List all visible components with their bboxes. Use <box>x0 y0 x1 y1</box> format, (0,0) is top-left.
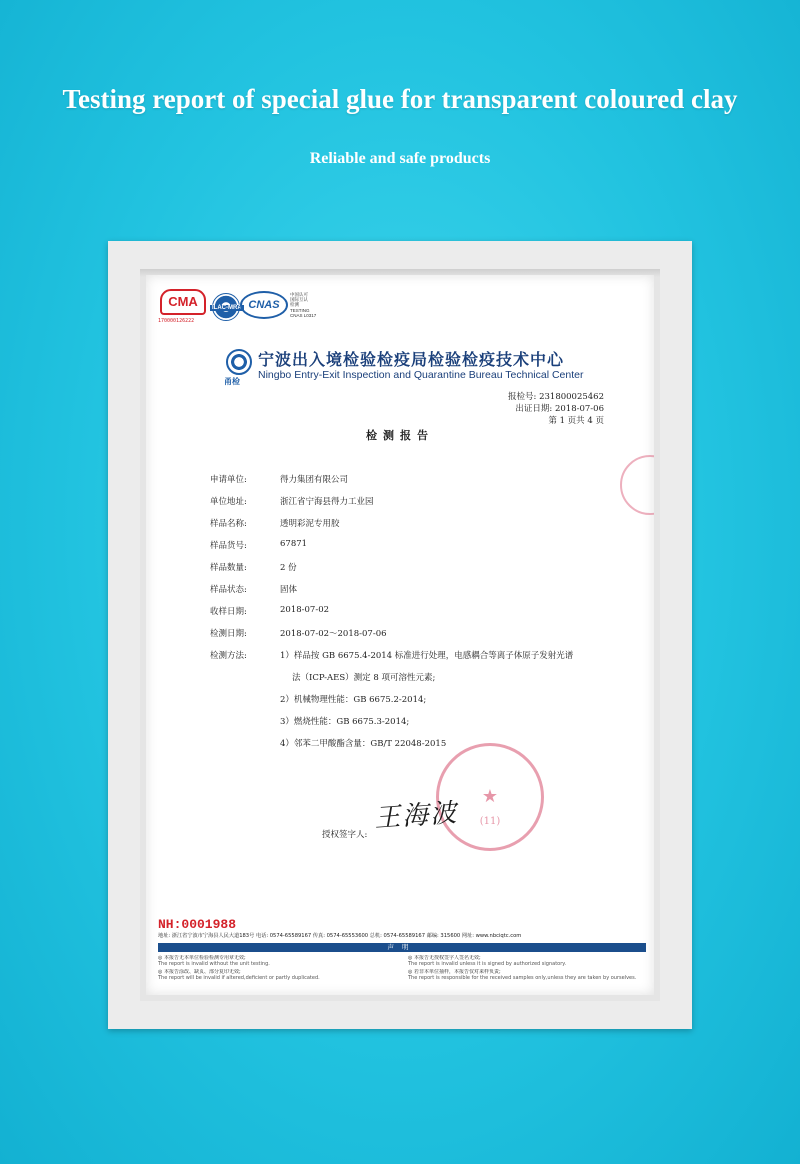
test-report-document <box>146 275 654 995</box>
method-item: 4）邻苯二甲酸酯含量：GB/T 22048-2015 <box>280 739 447 749</box>
field-row: 申请单位: 得力集团有限公司 <box>210 475 349 485</box>
field-row: 样品数量: 2 份 <box>210 563 297 573</box>
field-row: 样品状态: 固体 <box>210 585 298 595</box>
method-item: 1）样品按 GB 6675.4-2014 标准进行处理，电感耦合等离子体原子发射光谱 <box>280 651 574 661</box>
side-seal-icon <box>620 455 654 515</box>
issue-date: 出证日期: 2018-07-06 <box>515 404 604 414</box>
cma-number: 170000126222 <box>158 318 195 324</box>
method-item: 3）燃烧性能：GB 6675.3-2014; <box>280 717 410 727</box>
nh-number: NH:0001988 <box>158 917 237 932</box>
statement-header: 声明 <box>158 943 646 952</box>
handwritten-signature: 王海波 <box>373 798 460 834</box>
footer-address: 地址: 浙江省宁波市宁海县人民大道183号 电话: 0574-65589167 传真: 0574-65553600 总机: 0574-65589167 邮编: 315600 网址: www.nbciqtc.com <box>158 933 522 939</box>
field-row: 样品名称: 透明彩泥专用胶 <box>210 519 340 529</box>
report-number: 报检号: 231800025462 <box>508 392 604 402</box>
cnas-side-text: 中国认可 国际互认 检测 TESTING CNAS L0317 <box>290 292 317 318</box>
banner-title: Testing report of special glue for transparent coloured clay <box>62 84 738 114</box>
method-item: 法（ICP-AES）测定 8 项可溶性元素; <box>292 673 436 683</box>
document-title: 检测报告 <box>366 429 434 442</box>
banner-subtitle: Reliable and safe products <box>309 150 491 167</box>
cnas-logo-icon: CNAS <box>240 291 288 319</box>
statement-note: ◎ 本报告无本单位检验检测专用章无效; The report is invalid without the unit testing. <box>158 955 270 967</box>
picture-frame <box>108 241 692 1029</box>
statement-note: ◎ 本报告涂改、缺页、部分复印无效; The report will be invalid if altered,deficient or partly duplicated. <box>158 969 320 981</box>
statement-note: ◎ 若非本单位抽样，本报告仅对来样负责; The report is responsible for the received samples only,unless they are taken by ourselves. <box>408 969 637 981</box>
org-name-en: Ningbo Entry-Exit Inspection and Quarantine Bureau Technical Center <box>258 369 584 381</box>
signatory-label: 授权签字人: <box>322 830 368 840</box>
official-seal-icon: ★ (11) <box>436 743 544 851</box>
frame-mat <box>140 269 660 1001</box>
statement-note: ◎ 本报告无授权签字人签名无效; The report is invalid unless it is signed by authorized signatory. <box>408 955 567 967</box>
method-item: 2）机械物理性能：GB 6675.2-2014; <box>280 695 427 705</box>
report-meta <box>508 391 604 427</box>
ilac-label: ILAC-MRA <box>212 305 242 311</box>
org-name-cn: 宁波出入境检验检疫局检验检疫技术中心 <box>258 350 565 369</box>
field-row: 样品货号: 67871 <box>210 539 308 551</box>
field-row: 收样日期: 2018-07-02 <box>210 605 330 617</box>
field-row: 单位地址: 浙江省宁海县得力工业园 <box>210 497 374 507</box>
org-emblem-label: 甬检 <box>224 376 240 386</box>
report-fields: 申请单位: 得力集团有限公司 单位地址: 浙江省宁海县得力工业园 样品名称: 透明彩泥专用胶 样品货号: 67871 样品数量: 2 份 样品状态: 固体 收样日期: 2018-07-02 检测日期: 2018-07-02～2018-07-06 检测方法: 1）样品按 GB 6675.4-2014 标准进行处理，电感耦合等离子体原子发射光谱 法（ICP-AES）测定 8 项可溶性元素; 2）机械物理性能：GB 6675.2-2014; 3）燃烧性能：GB 6675.3-2014; 4）邻苯二甲酸酯含量：GB/T 22048-2015 <box>210 473 610 649</box>
page-info: 第 1 页共 4 页 <box>548 416 604 426</box>
org-emblem-icon <box>226 349 252 375</box>
field-row: 检测日期: 2018-07-02～2018-07-06 <box>210 629 387 639</box>
cma-logo-icon: CMA <box>160 289 206 315</box>
